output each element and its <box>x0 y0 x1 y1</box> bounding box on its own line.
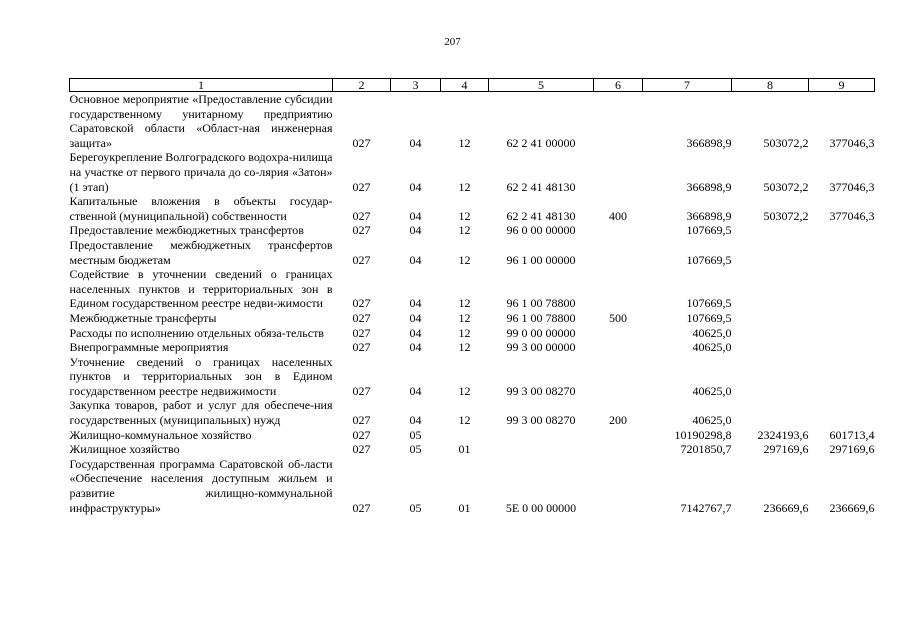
amount-year-3: 236669,6 <box>829 500 875 515</box>
amount-year-3: 377046,3 <box>829 208 875 223</box>
subsection-code: 12 <box>458 383 471 398</box>
column-header: 1 <box>70 79 333 92</box>
ministry-code: 027 <box>352 340 371 355</box>
ministry-code: 027 <box>352 442 371 457</box>
section-code: 05 <box>409 442 422 457</box>
amount-year-1: 7142767,7 <box>680 500 732 515</box>
amount-year-1: 40625,0 <box>692 383 732 398</box>
row-name: Содействие в уточнении сведений о границах населенных пунктов и территориальных зон в Едином государственном реестре недви-жимости <box>69 267 333 311</box>
amount-year-2: 2324193,6 <box>757 427 809 442</box>
amount-year-2 <box>732 398 809 427</box>
row-name: Расходы по исполнению отдельных обяза-тельств <box>69 325 324 340</box>
column-header: 4 <box>441 79 489 92</box>
subsection-code: 12 <box>458 252 471 267</box>
section-code: 04 <box>409 340 422 355</box>
subsection-code: 12 <box>458 413 471 428</box>
amount-year-1: 366898,9 <box>686 208 732 223</box>
expense-type-code: 500 <box>609 310 627 325</box>
amount-year-3 <box>809 398 875 427</box>
budget-table <box>69 78 875 515</box>
amount-year-1: 7201850,7 <box>680 442 732 457</box>
ministry-code: 027 <box>352 310 371 325</box>
target-article-code: 62 2 41 48130 <box>506 208 576 223</box>
expense-type-code <box>594 442 643 457</box>
target-article-code: 62 2 41 48130 <box>506 179 576 194</box>
expense-type-code <box>594 326 643 341</box>
expense-type-code <box>594 238 643 267</box>
section-code: 05 <box>409 427 422 442</box>
target-article-code: 5Е 0 00 00000 <box>505 500 577 515</box>
amount-year-2 <box>732 326 809 341</box>
table-row <box>70 355 875 399</box>
table-row <box>70 194 875 223</box>
section-code: 04 <box>409 310 422 325</box>
expense-type-code <box>594 267 643 311</box>
ministry-code: 027 <box>352 383 371 398</box>
amount-year-2 <box>732 238 809 267</box>
target-article-code <box>489 428 594 443</box>
ministry-code: 027 <box>352 223 371 238</box>
subsection-code: 12 <box>458 340 471 355</box>
ministry-code: 027 <box>352 252 371 267</box>
amount-year-3: 297169,6 <box>829 442 875 457</box>
amount-year-1: 366898,9 <box>686 179 732 194</box>
section-code: 04 <box>409 135 422 150</box>
target-article-code: 96 1 00 78800 <box>506 296 576 311</box>
ministry-code: 027 <box>352 500 371 515</box>
amount-year-3 <box>809 267 875 311</box>
row-name: Внепрограммные мероприятия <box>69 340 229 355</box>
header-row <box>70 79 875 92</box>
table-row <box>70 442 875 457</box>
amount-year-3 <box>809 223 875 238</box>
amount-year-1: 40625,0 <box>692 325 732 340</box>
amount-year-3: 377046,3 <box>829 135 875 150</box>
section-code: 04 <box>409 296 422 311</box>
row-name: Закупка товаров, работ и услуг для обеспече-ния государственных (муниципальных) нужд <box>69 398 333 428</box>
section-code: 04 <box>409 252 422 267</box>
row-name: Предоставление межбюджетных трансфертов <box>69 223 304 238</box>
column-header: 7 <box>643 79 732 92</box>
table-row <box>70 223 875 238</box>
amount-year-2: 503072,2 <box>763 179 809 194</box>
column-header: 6 <box>594 79 643 92</box>
column-header: 2 <box>333 79 391 92</box>
subsection-code: 12 <box>458 208 471 223</box>
amount-year-1: 107669,5 <box>686 310 732 325</box>
expense-type-code <box>594 457 643 515</box>
row-name: Уточнение сведений о границах населенных пунктов и территориальных зон в Едином государственном реестре недвижимости <box>69 354 333 398</box>
table-row <box>70 398 875 427</box>
amount-year-1: 10190298,8 <box>674 427 732 442</box>
ministry-code: 027 <box>352 135 371 150</box>
amount-year-3: 601713,4 <box>829 427 875 442</box>
amount-year-1: 366898,9 <box>686 135 732 150</box>
amount-year-2 <box>732 267 809 311</box>
expense-type-code: 200 <box>609 413 627 428</box>
target-article-code: 96 1 00 78800 <box>506 310 576 325</box>
table-row <box>70 238 875 267</box>
ministry-code: 027 <box>352 179 371 194</box>
column-header: 8 <box>732 79 809 92</box>
section-code: 04 <box>409 413 422 428</box>
target-article-code: 96 1 00 00000 <box>506 252 576 267</box>
expense-type-code: 400 <box>609 208 627 223</box>
amount-year-1: 40625,0 <box>692 413 732 428</box>
amount-year-2: 236669,6 <box>763 500 809 515</box>
subsection-code: 12 <box>458 296 471 311</box>
table-row <box>70 150 875 194</box>
amount-year-2 <box>732 340 809 355</box>
expense-type-code <box>594 150 643 194</box>
subsection-code: 12 <box>458 223 471 238</box>
target-article-code: 99 3 00 08270 <box>506 383 576 398</box>
amount-year-2 <box>732 223 809 238</box>
target-article-code: 99 3 00 08270 <box>506 413 576 428</box>
subsection-code: 01 <box>458 442 471 457</box>
column-header: 3 <box>391 79 441 92</box>
row-name: Предоставление межбюджетных трансфертов местным бюджетам <box>69 237 333 267</box>
amount-year-2: 297169,6 <box>763 442 809 457</box>
ministry-code: 027 <box>352 208 371 223</box>
table-row <box>70 311 875 326</box>
ministry-code: 027 <box>352 427 371 442</box>
section-code: 04 <box>409 179 422 194</box>
amount-year-3 <box>809 326 875 341</box>
row-name: Капитальные вложения в объекты государ-ственной (муниципальной) собственности <box>69 194 333 223</box>
table-row <box>70 92 875 151</box>
amount-year-2 <box>732 355 809 399</box>
expense-type-code <box>594 92 643 151</box>
row-name: Межбюджетные трансферты <box>69 310 217 325</box>
amount-year-1: 107669,5 <box>686 296 732 311</box>
expense-type-code <box>594 340 643 355</box>
subsection-code: 12 <box>458 179 471 194</box>
amount-year-1: 40625,0 <box>692 340 732 355</box>
section-code: 04 <box>409 325 422 340</box>
amount-year-2 <box>732 311 809 326</box>
target-article-code: 62 2 41 00000 <box>506 135 576 150</box>
ministry-code: 027 <box>352 296 371 311</box>
table-row <box>70 428 875 443</box>
table-row <box>70 340 875 355</box>
row-name: Жилищное хозяйство <box>69 442 180 457</box>
section-code: 05 <box>409 500 422 515</box>
expense-type-code <box>594 355 643 399</box>
row-name: Основное мероприятие «Предоставление субсидии государственному унитарному предприятию Саратовской области «Област-ная инженерная защита» <box>69 92 333 150</box>
amount-year-3 <box>809 311 875 326</box>
ministry-code: 027 <box>352 325 371 340</box>
section-code: 04 <box>409 208 422 223</box>
target-article-code: 99 3 00 00000 <box>506 340 576 355</box>
amount-year-3 <box>809 340 875 355</box>
amount-year-3 <box>809 355 875 399</box>
amount-year-2: 503072,2 <box>763 135 809 150</box>
target-article-code <box>489 442 594 457</box>
table-row <box>70 326 875 341</box>
amount-year-1: 107669,5 <box>686 252 732 267</box>
ministry-code: 027 <box>352 413 371 428</box>
amount-year-3: 377046,3 <box>829 179 875 194</box>
row-name: Государственная программа Саратовской об-ласти «Обеспечение населения доступным жильем и развитие жилищно-коммунальной инфраструктуры» <box>69 456 333 515</box>
section-code: 04 <box>409 223 422 238</box>
amount-year-2: 503072,2 <box>763 208 809 223</box>
subsection-code: 12 <box>458 325 471 340</box>
column-header: 5 <box>489 79 594 92</box>
subsection-code: 12 <box>458 135 471 150</box>
target-article-code: 99 0 00 00000 <box>506 325 576 340</box>
subsection-code <box>441 428 489 443</box>
subsection-code: 12 <box>458 310 471 325</box>
subsection-code: 01 <box>458 500 471 515</box>
amount-year-3 <box>809 238 875 267</box>
page-number: 207 <box>444 36 461 48</box>
row-name: Жилищно-коммунальное хозяйство <box>69 427 252 442</box>
expense-type-code <box>594 428 643 443</box>
expense-type-code <box>594 223 643 238</box>
section-code: 04 <box>409 383 422 398</box>
row-name: Берегоукрепление Волгоградского водохра-нилища на участке от первого причала до со-лярия «Затон» (1 этап) <box>69 150 333 194</box>
target-article-code: 96 0 00 00000 <box>506 223 576 238</box>
table-row <box>70 267 875 311</box>
column-header: 9 <box>809 79 875 92</box>
amount-year-1: 107669,5 <box>686 223 732 238</box>
table-row <box>70 457 875 515</box>
